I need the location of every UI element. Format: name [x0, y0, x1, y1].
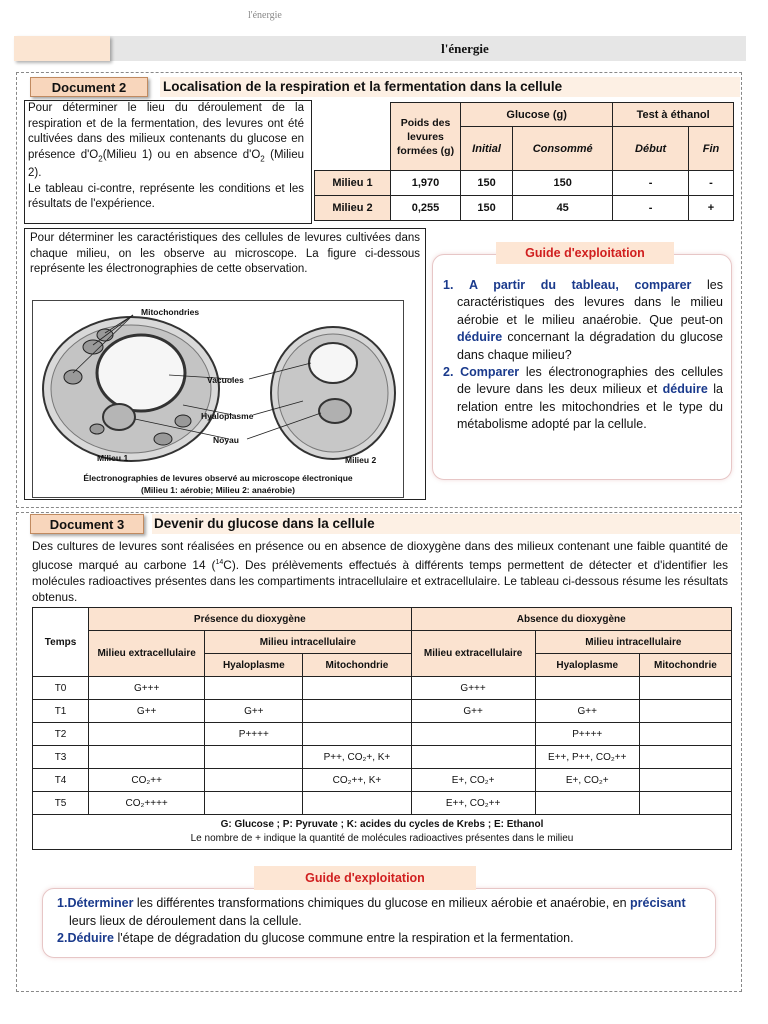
col-poids: Poids des levures formées (g) [391, 103, 461, 171]
col-presence: Présence du dioxygène [89, 608, 411, 631]
label-milieu-2: Milieu 2 [345, 455, 377, 465]
doc2-guide-q1: 1. A partir du tableau, comparer les caractéristiques des levures dans le milieu aérobie et le milieu anaérobie. Que peut-on déduire concernant la dégradation du glucose dans chaque milieu? [443, 278, 723, 362]
doc2-intro-p1: Pour déterminer le lieu du déroulement de la respiration et de la fermentation, des levures ont été cultivées dans des milieux contenants du glucose en présence d'O [28, 102, 304, 161]
document-3-label: Document 3 [30, 514, 144, 534]
doc3-guide-title: Guide d'exploitation [254, 866, 476, 890]
label-hyaloplasme: Hyaloplasme [201, 411, 254, 421]
table-row: Milieu 2 0,255 150 45 - + [315, 196, 734, 221]
table-row: T3 P++, CO₂+, K+ E++, P++, CO₂++ [33, 746, 732, 769]
doc2-intro-p1c: (Milieu 2). [28, 148, 304, 180]
table-row: T2 P++++ P++++ [33, 723, 732, 746]
col-absence: Absence du dioxygène [411, 608, 732, 631]
table-row: T1 G++ G++ G++ G++ [33, 700, 732, 723]
doc2-intro-border [24, 100, 312, 224]
label-vacuoles: Vacuoles [207, 375, 244, 385]
page-title: l'énergie [441, 41, 489, 56]
doc3-guide-q1: 1.Déterminer les différentes transformations chimiques du glucose en milieux aérobie et anaérobie, en précisant leurs lieux de déroulement dans la cellule. [57, 896, 686, 928]
doc2-intro-p1b: (Milieu 1) ou en absence d'O [102, 148, 261, 161]
table-row: T4 CO₂++ CO₂++, K+ E+, CO₂+ E+, CO₂+ [33, 769, 732, 792]
sub-consomme: Consommé [513, 127, 613, 171]
doc3-guide-q2: 2.Déduire l'étape de dégradation du glucose commune entre la respiration et la fermentation. [57, 931, 574, 945]
doc3-table-legend: G: Glucose ; P: Pyruvate ; K: acides du cycles de Krebs ; E: Ethanol Le nombre de + indique la quantité de molécules radioactives présentes dans le milieu [33, 815, 732, 850]
doc3-results-table: Temps Présence du dioxygène Absence du dioxygène Milieu extracellulaire Milieu intracellulaire Milieu extracellulaire Milieu intracellulaire Hyaloplasme Mitochondrie Hyaloplasme Mitochondrie T0 G+++ G+++ T1 G++ G++ G++ G++ T2 P++++ P++++ T3 P++, CO₂+, K+ E++, P++, CO₂++ T4 CO₂++ CO₂++, K+ E+, CO₂+ E+, CO₂+ T5 CO₂++++ E++, CO₂++ G: Glucose ; P: Pyruvate ; K: acides du cycles de Krebs ; E: Ethanol Le nombre de + indique la quantité de molécules radioactives présentes dans le milieu [32, 607, 732, 850]
document-2-heading: Localisation de la respiration et la fermentation dans la cellule [160, 77, 740, 97]
doc2-guide-title: Guide d'exploitation [496, 242, 674, 264]
doc2-guide-box [432, 254, 732, 480]
col-ethanol: Test à éthanol [613, 103, 734, 127]
doc2-results-table [314, 102, 734, 221]
label-noyau: Noyau [213, 435, 239, 445]
table-row: T0 G+++ G+++ [33, 677, 732, 700]
doc2-guide-q2: 2. Comparer les électronographies des cellules de levure dans les deux milieux et déduire la relation entre les mitochondries et le type du métabolisme adopté par la cellule. [443, 365, 723, 432]
sub-initial: Initial [461, 127, 513, 171]
document-3-heading: Devenir du glucose dans la cellule [152, 514, 740, 534]
yeast-cells-illustration [33, 301, 405, 499]
sub-fin: Fin [688, 127, 733, 171]
title-bar [14, 36, 746, 61]
running-header: l'énergie [248, 10, 282, 21]
label-milieu-1: Milieu 1 [97, 453, 129, 463]
col-glucose: Glucose (g) [461, 103, 613, 127]
doc3-guide-box [42, 888, 716, 958]
col-temps: Temps [33, 608, 89, 677]
sub-debut: Début [613, 127, 689, 171]
doc3-intro-text: Des cultures de levures sont réalisées en présence ou en absence de dioxygène dans des milieux contenant une faible quantité de glucose marqué au carbone 14 ($^{14}$C). Des prélèvements effectués à différents temps permettent de détecter et d'identifier les molécules radioactives présentes dans les compartiments intracellulaire et extracellulaire. Le tableau ci-dessous résume les résultats obtenus. [32, 539, 728, 605]
table-row: T5 CO₂++++ E++, CO₂++ [33, 792, 732, 815]
doc2-intro-p2: Le tableau ci-contre, représente les conditions et les résultats de l'expérience. [28, 182, 304, 211]
document-2-label: Document 2 [30, 77, 148, 97]
doc2-observation-text: Pour déterminer les caractéristiques des cellules de levures cultivées dans chaque milieu, on les observe au microscope. La figure ci-dessous représente les électronographies de cette observation. [24, 228, 426, 500]
electronograph-figure [32, 300, 404, 498]
figure-caption-2: (Milieu 1: aérobie; Milieu 2: anaérobie) [141, 485, 295, 495]
doc2-intro-text: Pour déterminer le lieu du déroulement de la respiration et de la fermentation, des levures ont été cultivées dans des milieux contenants du glucose en présence $d'O_2(Milieu$ 1) ou en absence $d'O_2$ (Milieu 2). Le tableau ci-contre, représente les conditions et les résultats de l'expérience. [28, 102, 304, 211]
table-row: Milieu 1 1,970 150 150 - - [315, 171, 734, 196]
label-mitochondries: Mitochondries [141, 307, 200, 317]
figure-caption-1: Électronographies de levures observé au microscope électronique [83, 473, 353, 483]
